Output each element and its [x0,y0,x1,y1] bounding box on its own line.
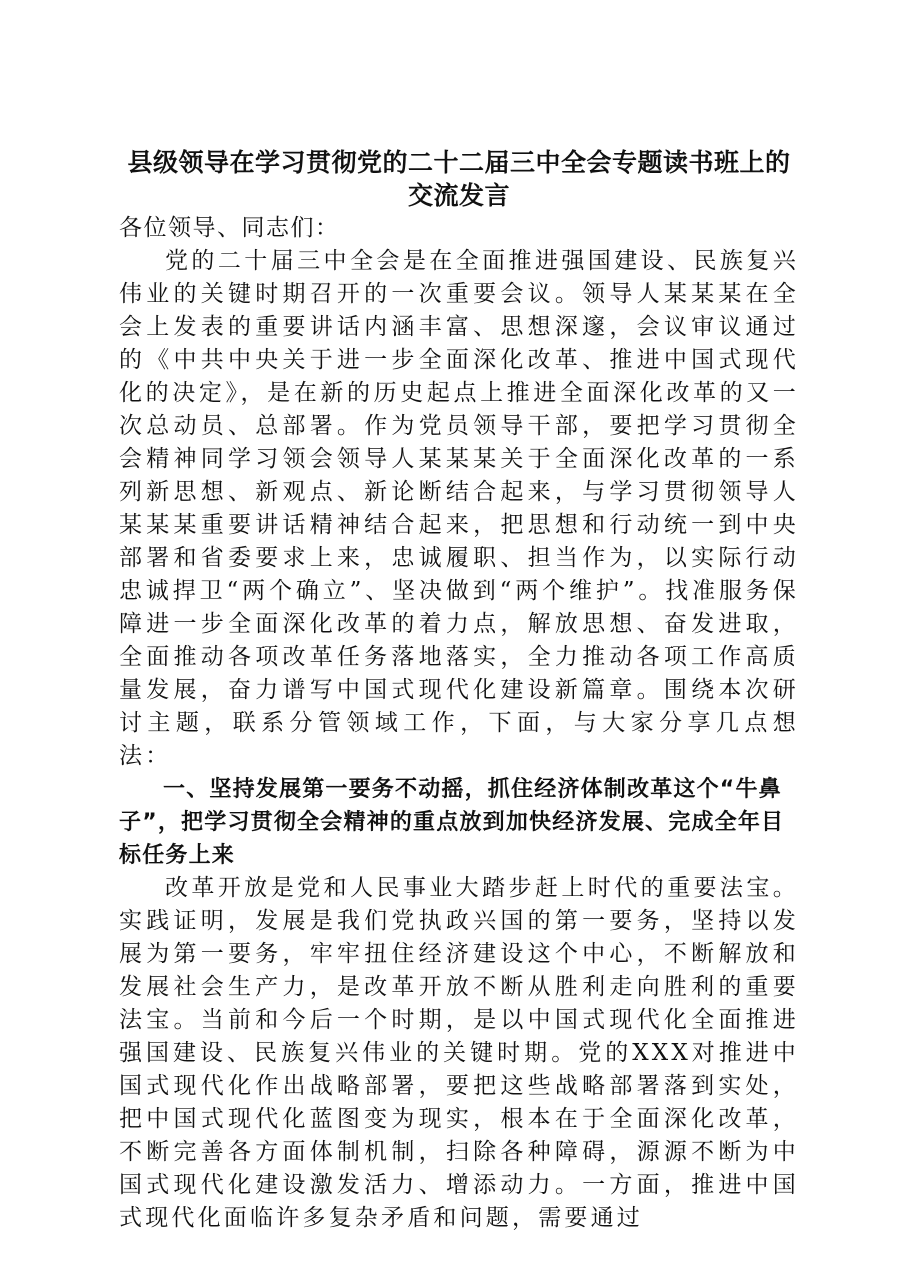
section-heading-1: 一、坚持发展第一要务不动摇，抓住经济体制改革这个“牛鼻子”，把学习贯彻全会精神的重点放到加快经济发展、完成全年目标任务上来 [119,777,785,868]
document-body [119,146,799,1235]
intro-paragraph: 党的二十届三中全会是在全面推进强国建设、民族复兴伟业的关键时期召开的一次重要会议。领导人某某某在全会上发表的重要讲话内涵丰富、思想深邃，会议审议通过的《中共中央关于进一步全面深化改革、推进中国式现代化的决定》，是在新的历史起点上推进全面深化改革的又一次总动员、总部署。作为党员领导干部，要把学习贯彻全会精神同学习领会领导人某某某关于全面深化改革的一系列新思想、新观点、新论断结合起来，与学习贯彻领导人某某某重要讲话精神结合起来，把思想和行动统一到中央部署和省委要求上来，忠诚履职、担当作为，以实际行动忠诚捍卫“两个确立”、坚决做到“两个维护”。找准服务保障进一步全面深化改革的着力点，解放思想、奋发进取，全面推动各项改革任务落地落实，全力推动各项工作高质量发展，奋力谱写中国式现代化建设新篇章。围绕本次研讨主题，联系分管领域工作，下面，与大家分享几点想法： [119,248,799,769]
section-1-paragraph: 改革开放是党和人民事业大踏步赶上时代的重要法宝。实践证明，发展是我们党执政兴国的第一要务，坚持以发展为第一要务，牢牢扭住经济建设这个中心，不断解放和发展社会生产力，是改革开放不断从胜利走向胜利的重要法宝。当前和今后一个时期，是以中国式现代化全面推进强国建设、民族复兴伟业的关键时期。党的XXX对推进中国式现代化作出战略部署，要把这些战略部署落到实处，把中国式现代化蓝图变为现实，根本在于全面深化改革，不断完善各方面体制机制，扫除各种障碍，源源不断为中国式现代化建设激发活力、增添动力。一方面，推进中国式现代化面临许多复杂矛盾和问题，需要通过 [119,875,799,1231]
document-title: 县级领导在学习贯彻党的二十二届三中全会专题读书班上的交流发言 [127,148,791,210]
salutation: 各位领导、同志们： [119,215,340,241]
